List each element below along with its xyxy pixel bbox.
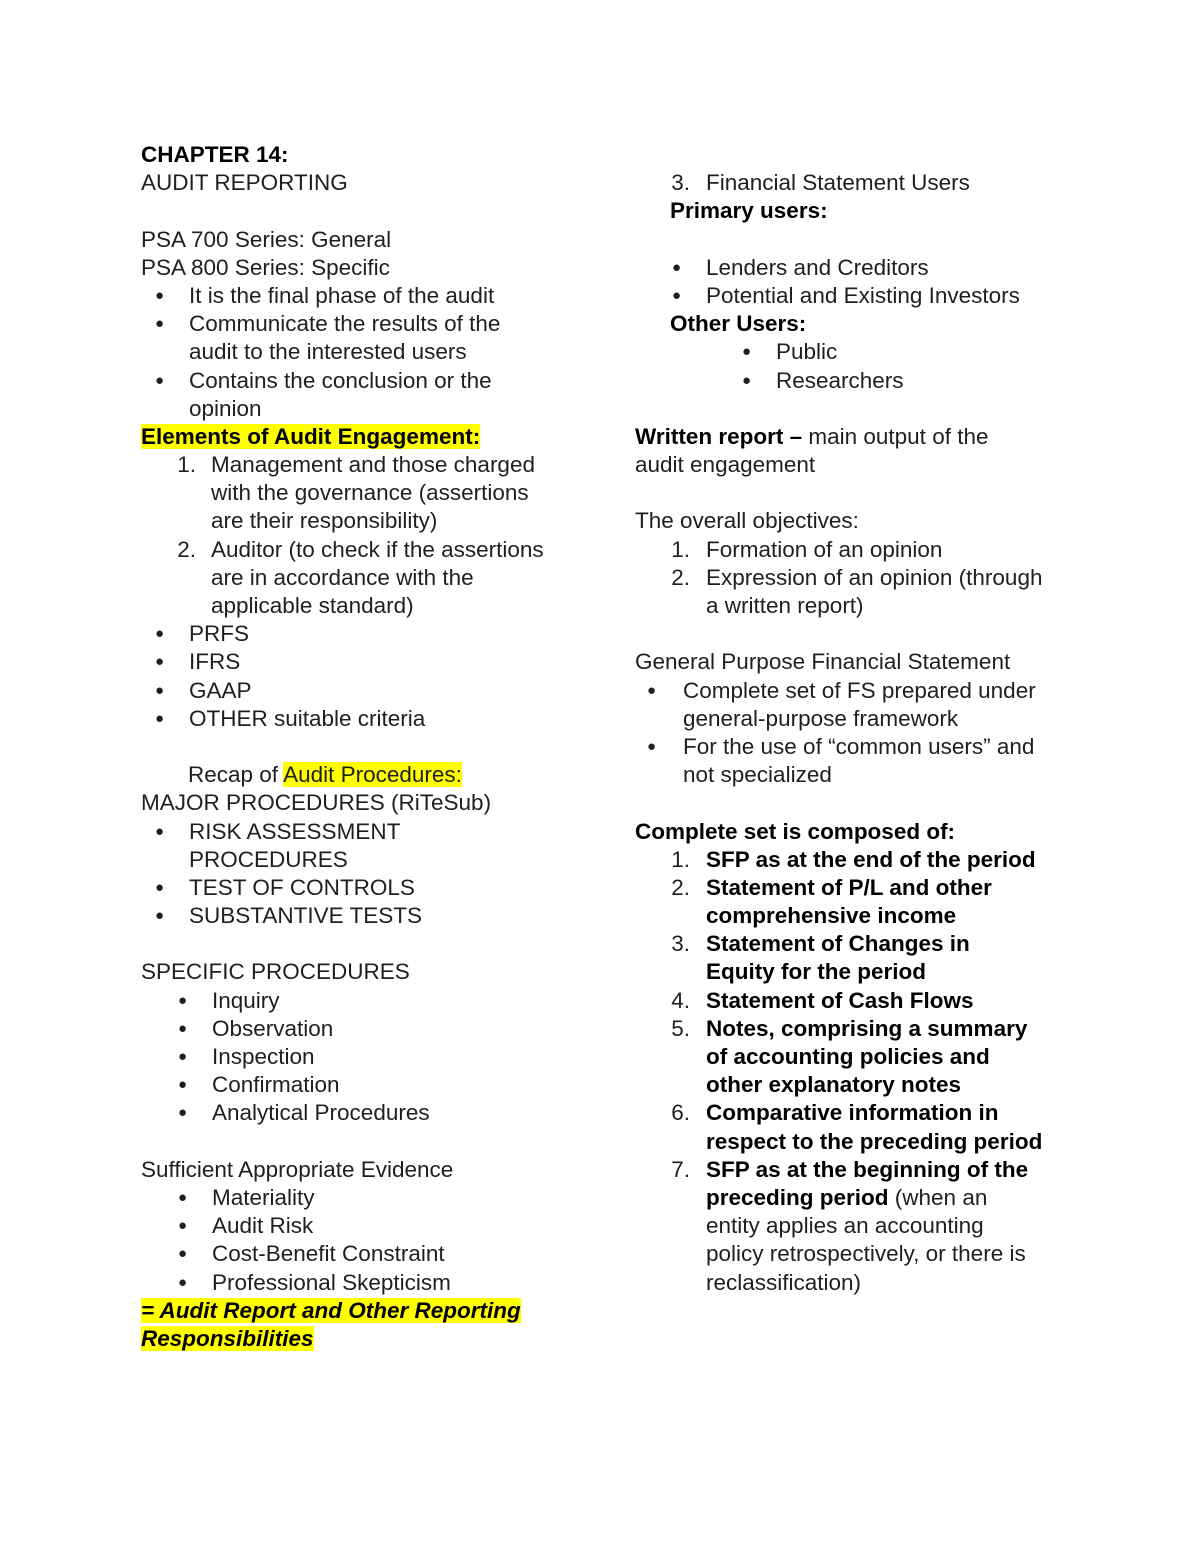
objectives-list [635, 536, 1075, 621]
list-item-text: Statement of Cash Flows [706, 987, 974, 1013]
list-item-text: audit to the interested users [189, 339, 467, 365]
list-item-text: other explanatory notes [706, 1072, 962, 1098]
bullet-icon: ● [155, 625, 165, 643]
list-number: 2. [177, 536, 196, 562]
list-item-text: general-purpose framework [683, 705, 959, 731]
list-number: 2. [671, 564, 690, 590]
bullet-icon: ● [155, 681, 165, 699]
numbered-item [635, 874, 1075, 930]
list-item [635, 677, 1075, 733]
list-item [141, 1240, 581, 1268]
bullet-icon: ● [155, 371, 165, 389]
recap-prefix: Recap of [188, 762, 284, 788]
list-item [635, 338, 1075, 366]
bullet-icon: ● [178, 1076, 188, 1094]
numbered-item [635, 846, 1075, 874]
list-item [635, 733, 1075, 789]
final-line-2: Responsibilities [141, 1325, 314, 1351]
list-number: 3. [671, 931, 690, 957]
elements-numbered-list [141, 451, 581, 620]
numbered-item [635, 930, 1075, 986]
written-report-bold: Written report – [635, 423, 803, 449]
list-item-text: Professional Skepticism [212, 1269, 451, 1295]
bullet-icon: ● [178, 991, 188, 1009]
list-item-text: Confirmation [212, 1072, 340, 1098]
right-column [635, 141, 1075, 1297]
list-item-text: Potential and Existing Investors [706, 282, 1020, 308]
fs-users-number: 3. [671, 170, 690, 196]
bullet-icon: ● [178, 1019, 188, 1037]
psa-700-line: PSA 700 Series: General [141, 226, 392, 252]
specific-heading: SPECIFIC PROCEDURES [141, 959, 410, 985]
numbered-item [141, 536, 581, 621]
intro-bullet-list [141, 282, 581, 423]
list-item-text: Statement of P/L and other [706, 874, 992, 900]
list-item [141, 310, 581, 366]
bullet-icon: ● [178, 1048, 188, 1065]
list-item [141, 620, 581, 648]
list-item-text: opinion [189, 395, 262, 421]
bullet-icon: ● [178, 1245, 188, 1263]
psa-800-line: PSA 800 Series: Specific [141, 254, 390, 280]
list-item-text: Equity for the period [706, 959, 927, 985]
list-item-text: are their responsibility) [211, 508, 438, 534]
bullet-icon: ● [155, 286, 165, 304]
list-item [141, 874, 581, 902]
numbered-item [635, 1099, 1075, 1155]
list-item-text: RISK ASSESSMENT [189, 818, 401, 844]
list-item-text: Comparative information in [706, 1100, 999, 1126]
list-item-text: Observation [212, 1015, 334, 1041]
left-column [141, 141, 581, 1353]
list-item-text: IFRS [189, 649, 241, 675]
list-item-text: entity applies an accounting [706, 1213, 984, 1239]
list-item-text: of accounting policies and [706, 1044, 990, 1069]
item7-bold-line-2: preceding period [706, 1184, 889, 1210]
list-item-text: Public [776, 339, 838, 365]
objectives-heading: The overall objectives: [635, 508, 859, 534]
bullet-icon: ● [178, 1104, 188, 1122]
bullet-icon: ● [672, 258, 682, 276]
list-item-text: policy retrospectively, or there is [706, 1241, 1026, 1267]
specific-bullet-list [141, 987, 581, 1128]
list-number: 5. [671, 1015, 690, 1041]
fs-users-label: Financial Statement Users [706, 170, 970, 196]
item7-continuation [706, 1212, 1075, 1297]
list-item-text: Formation of an opinion [706, 536, 943, 562]
bullet-icon: ● [672, 286, 682, 304]
list-item [635, 367, 1075, 395]
list-item [141, 282, 581, 310]
numbered-item [635, 1015, 1075, 1100]
list-item-text: Expression of an opinion (through [706, 564, 1043, 590]
list-item-text: Researchers [776, 367, 904, 393]
major-heading: MAJOR PROCEDURES (RiTeSub) [141, 790, 492, 816]
list-item-text: Statement of Changes in [706, 931, 970, 957]
major-bullet-list [141, 818, 581, 931]
list-item-text: Auditor (to check if the assertions [211, 536, 544, 562]
list-item-text: applicable standard) [211, 593, 414, 618]
list-item [141, 1184, 581, 1212]
list-item-text: PROCEDURES [189, 846, 348, 872]
bullet-icon: ● [742, 371, 752, 389]
list-item-text: comprehensive income [706, 903, 957, 929]
complete-set-heading: Complete set is composed of: [635, 818, 956, 844]
list-item-text: SFP as at the end of the period [706, 846, 1036, 872]
criteria-bullet-list [141, 620, 581, 733]
list-item [141, 987, 581, 1015]
list-item [141, 648, 581, 676]
list-item-text: are in accordance with the [211, 564, 474, 590]
list-item-text: Management and those charged [211, 452, 535, 478]
list-item-text: Communicate the results of the [189, 311, 501, 337]
bullet-icon: ● [155, 822, 165, 840]
list-item-text: It is the final phase of the audit [189, 282, 495, 308]
list-item-text: TEST OF CONTROLS [189, 874, 415, 900]
recap-line [141, 761, 581, 789]
primary-bullet-list [635, 254, 1075, 310]
bullet-icon: ● [742, 343, 752, 361]
list-item [141, 1071, 581, 1099]
list-item-text: Audit Risk [212, 1213, 314, 1239]
list-item-text: SUBSTANTIVE TESTS [189, 903, 422, 929]
list-number: 2. [671, 874, 690, 900]
list-item [141, 1015, 581, 1043]
written-report-line [635, 423, 1075, 451]
elements-heading: Elements of Audit Engagement: [141, 423, 481, 449]
list-item-text: with the governance (assertions [211, 480, 529, 506]
list-number: 7. [671, 1156, 690, 1182]
list-item [141, 367, 581, 423]
list-item-text: For the use of “common users” and [683, 733, 1035, 759]
list-item-text: a written report) [706, 593, 864, 618]
item7-rest-line-2: (when an [888, 1184, 988, 1210]
list-item [635, 282, 1075, 310]
list-item-text: Complete set of FS prepared under [683, 677, 1036, 703]
evidence-heading: Sufficient Appropriate Evidence [141, 1156, 454, 1182]
bullet-icon: ● [155, 878, 165, 896]
numbered-item [635, 987, 1075, 1015]
list-item [141, 677, 581, 705]
numbered-item [635, 564, 1075, 620]
written-report-rest: main output of the [802, 423, 989, 449]
list-item [141, 1269, 581, 1297]
evidence-bullet-list [141, 1184, 581, 1297]
list-item-text: Cost-Benefit Constraint [212, 1241, 445, 1267]
list-item-text: GAAP [189, 677, 252, 703]
list-number: 1. [671, 846, 690, 872]
bullet-icon: ● [647, 737, 657, 755]
list-item-text: Inquiry [212, 987, 280, 1013]
list-item-text: Contains the conclusion or the [189, 367, 492, 393]
list-item-text: Inspection [212, 1044, 315, 1069]
complete-set-list [635, 846, 1075, 1156]
complete-set-item-7 [635, 1156, 1075, 1297]
bullet-icon: ● [155, 907, 165, 925]
bullet-icon: ● [178, 1217, 188, 1235]
bullet-icon: ● [155, 709, 165, 727]
other-heading: Other Users: [670, 311, 807, 337]
list-item-text: Analytical Procedures [212, 1100, 430, 1126]
recap-highlight: Audit Procedures: [283, 762, 462, 788]
list-number: 1. [671, 536, 690, 562]
numbered-item [635, 536, 1075, 564]
numbered-item [141, 451, 581, 536]
chapter-subtitle: AUDIT REPORTING [141, 170, 348, 196]
list-item [141, 1099, 581, 1127]
list-item-text: Materiality [212, 1184, 315, 1210]
bullet-icon: ● [155, 315, 165, 333]
list-item-text: not specialized [683, 762, 832, 788]
list-item-text: OTHER suitable criteria [189, 705, 426, 731]
list-item [141, 705, 581, 733]
bullet-icon: ● [178, 1188, 188, 1206]
list-item [635, 254, 1075, 282]
list-item [141, 1043, 581, 1071]
gpfs-heading: General Purpose Financial Statement [635, 649, 1011, 675]
other-bullet-list [635, 338, 1075, 394]
list-number: 1. [177, 452, 196, 478]
fs-users-item [635, 169, 1075, 197]
list-item-text: reclassification) [706, 1269, 862, 1295]
written-report-line-2: audit engagement [635, 452, 816, 478]
list-item [141, 902, 581, 930]
list-item-text: PRFS [189, 621, 250, 647]
list-number: 4. [671, 987, 690, 1013]
list-item-text: Lenders and Creditors [706, 254, 929, 280]
final-line-1: = Audit Report and Other Reporting [141, 1297, 521, 1323]
list-item [141, 1212, 581, 1240]
bullet-icon: ● [155, 653, 165, 671]
gpfs-bullet-list [635, 677, 1075, 790]
item7-bold-line-1: SFP as at the beginning of the [706, 1156, 1029, 1182]
list-number: 6. [671, 1100, 690, 1126]
bullet-icon: ● [647, 681, 657, 699]
primary-heading: Primary users: [670, 198, 828, 224]
chapter-title: CHAPTER 14: [141, 142, 289, 167]
list-item [141, 818, 581, 874]
list-item-text: respect to the preceding period [706, 1128, 1043, 1154]
bullet-icon: ● [178, 1273, 188, 1291]
list-item-text: Notes, comprising a summary [706, 1015, 1028, 1041]
